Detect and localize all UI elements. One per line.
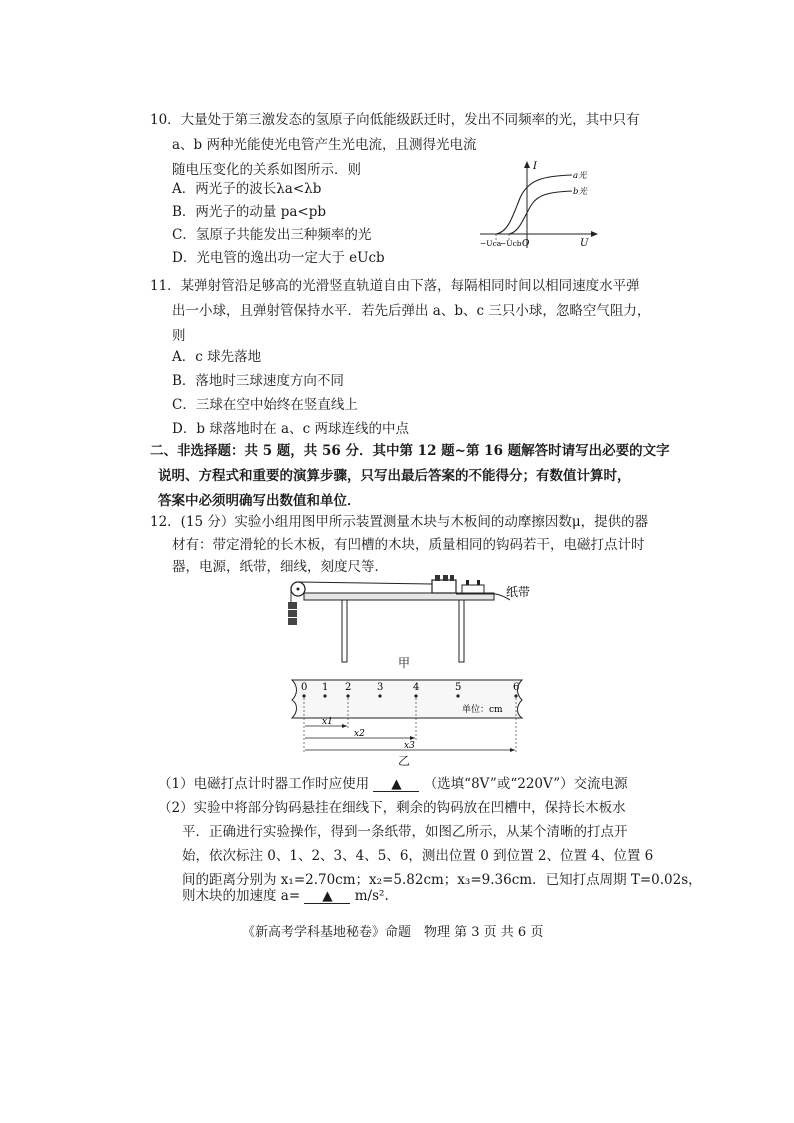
q12-stem-line3: 器，电源，纸带，细线，刻度尺等． <box>172 559 388 575</box>
q10-option-b: B．两光子的动量 pa<pb <box>172 204 326 220</box>
q11-stem-line1: 11．某弹射管沿足够高的光滑竖直轨道自由下落，每隔相同时间以相同速度水平弹 <box>150 278 640 294</box>
tape-x2-label: x2 <box>354 729 365 739</box>
section2-heading-line3: 答案中必须明确写出数值和单位． <box>158 493 361 509</box>
q12-sub1-prefix: （1）电磁打点计时器工作时应使用 <box>158 776 370 792</box>
q10-option-a: A．两光子的波长λa<λb <box>172 181 322 197</box>
tape-x3-label: x3 <box>404 741 415 751</box>
tape-x1-label: x1 <box>322 717 333 727</box>
graph-y-label: I <box>533 161 537 172</box>
tape-mark-4: 4 <box>413 682 420 693</box>
q12-sub1 <box>158 775 628 793</box>
tape-label: 纸带 <box>506 585 531 599</box>
apparatus-figure <box>284 572 544 668</box>
q11-stem-line2: 出一小球，且弹射管保持水平．若先后弹出 a、b、c 三只小球，忽略空气阻力， <box>172 303 651 319</box>
q11-stem-line3: 则 <box>172 328 186 344</box>
graph-curve-a-label: a光 <box>573 171 587 181</box>
q12-sub2-line4: 间的距离分别为 x₁=2.70cm；x₂=5.82cm；x₃=9.36cm．已知打点周期 T=0.02s， <box>182 872 702 888</box>
q10-stem-line1: 10．大量处于第三激发态的氢原子向低能级跃迁时，发出不同频率的光，其中只有 <box>150 112 640 128</box>
fig-yi-caption: 乙 <box>398 754 411 768</box>
q12-sub2-line5-suffix: m/s². <box>354 888 389 904</box>
q10-stem-line2: a、b 两种光能使光电管产生光电流，且测得光电流 <box>172 137 477 153</box>
graph-uca-label: −Uca <box>480 239 502 248</box>
q12-sub2-line1: （2）实验中将部分钩码悬挂在细线下，剩余的钩码放在凹槽中，保持长木板水 <box>158 800 626 816</box>
page-footer: 《新高考学科基地秘卷》命题 物理 第 3 页 共 6 页 <box>242 925 544 940</box>
fig-jia-caption: 甲 <box>398 656 411 670</box>
q12-sub1-suffix: （选填“8V”或“220V”）交流电源 <box>423 776 628 792</box>
q12-stem-line1: 12．(15 分）实验小组用图甲所示装置测量木块与木板间的动摩擦因数μ，提供的器 <box>150 514 649 530</box>
q11-option-d: D．b 球落地时在 a、c 两球连线的中点 <box>172 421 409 437</box>
tape-unit: 单位：cm <box>462 705 503 715</box>
graph-origin-label: O <box>522 239 530 249</box>
q12-sub2-line2: 平．正确进行实验操作，得到一条纸带，如图乙所示，从某个清晰的打点开 <box>182 824 628 840</box>
tape-mark-0: 0 <box>301 682 308 693</box>
q10-option-c: C．氢原子共能发出三种频率的光 <box>172 227 372 243</box>
section2-heading-line1: 二、非选择题：共 5 题，共 56 分．其中第 12 题~第 16 题解答时请写出必要的文字 <box>150 443 670 459</box>
q10-stem-line3: 随电压变化的关系如图所示．则 <box>172 162 361 178</box>
graph-curve-b-label: b光 <box>573 187 587 197</box>
graph-ucb-label: −Ucb <box>500 239 522 248</box>
q12-sub2-line5 <box>182 887 389 905</box>
graph-x-label: U <box>580 238 589 249</box>
answer-blank-1: ▲ <box>373 777 419 792</box>
answer-blank-2: ▲ <box>304 889 350 904</box>
tape-mark-6: 6 <box>513 682 520 693</box>
q12-sub2-line5-prefix: 则木块的加速度 a= <box>182 888 301 904</box>
tape-mark-2: 2 <box>345 682 352 693</box>
q11-option-c: C．三球在空中始终在竖直线上 <box>172 397 358 413</box>
section2-heading-line2: 说明、方程式和重要的演算步骤，只写出最后答案的不能得分；有数值计算时， <box>158 468 631 484</box>
q10-option-d: D．光电管的逸出功一定大于 eUcb <box>172 250 385 266</box>
tape-mark-1: 1 <box>322 682 329 693</box>
photocurrent-graph <box>476 158 606 250</box>
q11-option-b: B．落地时三球速度方向不同 <box>172 373 344 389</box>
q12-sub2-line3: 始，依次标注 0、1、2、3、4、5、6，测出位置 0 到位置 2、位置 4、位置 6 <box>182 848 654 864</box>
tape-mark-3: 3 <box>377 682 384 693</box>
tape-mark-5: 5 <box>455 682 462 693</box>
paper-tape-figure <box>284 674 534 756</box>
q12-stem-line2: 材有：带定滑轮的长木板，有凹槽的木块，质量相同的钩码若干，电磁打点计时 <box>172 537 645 553</box>
q11-option-a: A．c 球先落地 <box>172 349 262 365</box>
